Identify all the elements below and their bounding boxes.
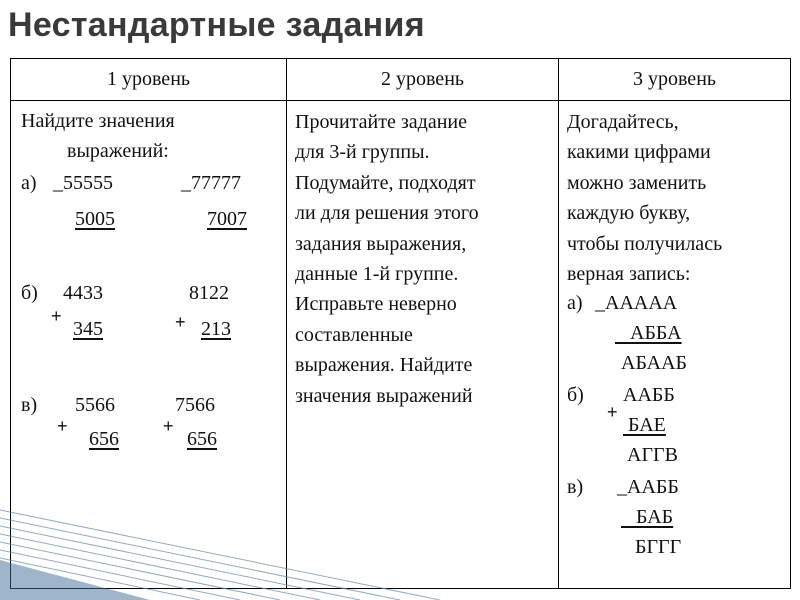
item-a-label: а) <box>21 172 37 194</box>
level-3-line: верная запись: <box>567 263 691 286</box>
item-v-addend-4: 656 <box>187 428 217 450</box>
decorative-lines <box>0 480 440 600</box>
puzzle-a-subtrahend: АББА <box>630 322 682 344</box>
level-2-line: Подумайте, подходят <box>295 171 476 194</box>
level-2-line: ли для решения этого <box>295 202 479 225</box>
puzzle-a-result: АБААБ <box>621 352 688 374</box>
item-v-addend-3: 656 <box>89 428 119 450</box>
puzzle-b-addend-2: БАЕ <box>628 414 666 436</box>
table-header-row <box>11 59 791 101</box>
item-b-label: б) <box>21 282 38 304</box>
level-3-line: Догадайтесь, <box>567 111 679 133</box>
item-b-plus-2: + <box>175 312 186 332</box>
puzzle-b-label: б) <box>567 384 584 406</box>
level-2-line: задания выражения, <box>295 232 467 255</box>
level-2-line: для 3-й группы. <box>295 141 430 164</box>
level-3-text <box>567 107 722 289</box>
header-level-3: 3 уровень <box>559 59 791 101</box>
level-2-line: значения выражений <box>295 384 473 407</box>
item-a-subtrahend-1: 5005 <box>75 208 115 230</box>
item-b-addend-1: 4433 <box>63 282 103 304</box>
level-1-heading-line2: выражений: <box>67 140 169 162</box>
level-3-line: каждую букву, <box>567 202 691 225</box>
level-2-line: данные 1-й группе. <box>295 263 459 286</box>
item-a-minuend-2: _77777 <box>181 172 241 194</box>
item-b-addend-3: 345 <box>73 318 103 340</box>
item-v-plus-1: + <box>57 416 68 436</box>
puzzle-v-minuend: _ААББ <box>617 476 679 498</box>
level-2-line: выражения. Найдите <box>295 354 473 377</box>
item-a-subtrahend-2: 7007 <box>207 208 247 230</box>
slide-title: Нестандартные задания <box>8 6 425 44</box>
puzzle-b-result: АГГВ <box>627 444 678 466</box>
item-a-minuend-1: _55555 <box>53 172 113 194</box>
level-3-line: какими цифрами <box>567 141 711 164</box>
level-3-line: чтобы получилась <box>567 232 723 255</box>
item-b-plus-1: + <box>51 306 62 326</box>
puzzle-v-subtrahend: БАБ <box>636 506 674 528</box>
header-level-1: 1 уровень <box>11 59 287 101</box>
item-v-addend-1: 5566 <box>75 394 115 416</box>
level-3-cell <box>559 101 791 589</box>
level-2-line: Исправьте неверно <box>295 293 457 316</box>
puzzle-a-minuend: _ААААА <box>595 292 678 314</box>
level-1-heading-line1: Найдите значения <box>21 110 175 132</box>
puzzle-v-result: БГГГ <box>635 536 682 558</box>
level-2-text <box>295 107 479 411</box>
level-2-line: составленные <box>295 323 413 346</box>
item-b-addend-4: 213 <box>201 318 231 340</box>
puzzle-b-plus: + <box>607 402 618 422</box>
puzzle-a-label: а) <box>567 292 583 314</box>
item-v-plus-2: + <box>163 416 174 436</box>
puzzle-v-label: в) <box>567 476 584 498</box>
puzzle-b-addend-1: ААББ <box>623 384 675 406</box>
header-level-2: 2 уровень <box>287 59 559 101</box>
level-3-line: можно заменить <box>567 171 707 194</box>
item-v-addend-2: 7566 <box>175 394 215 416</box>
item-b-addend-2: 8122 <box>189 282 229 304</box>
level-2-line: Прочитайте задание <box>295 111 467 133</box>
item-v-label: в) <box>21 394 38 416</box>
